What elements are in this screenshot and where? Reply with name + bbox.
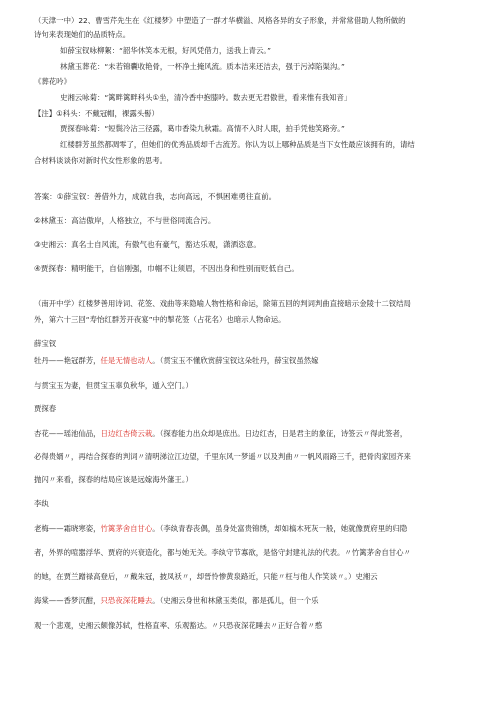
section-line: 必得贵婿〃，再结合探春的判词〃清明涕泣江边望，千里东风一梦遥〃以及判曲〃一帆风雨路三千，把骨肉家园齐来 bbox=[34, 452, 411, 461]
section-line: 者，外界的喧嚣浮华、贾府的兴衰造化，都与她无关。李纨守节寡欲，是恪守封建礼法的代表。〃竹篱茅舍自甘心〃 bbox=[34, 548, 411, 557]
poem-line: 贾探春咏菊：“短鬓冷沾三径露，葛巾香染九秋霜。高情不入时人眼，拍手凭他笑路旁。” bbox=[60, 124, 345, 133]
section-line: 观一个悲观，史湘云颇像苏轼，性格直率、乐观豁达。〃只恐夜深花睡去〃正好合着〃憨 bbox=[34, 621, 323, 630]
poem-line: 如薛宝钗咏柳絮：“韶华休笑本无根，好风凭借力，送我上青云。” bbox=[60, 46, 271, 55]
section-heading: 薛宝钗 bbox=[34, 339, 57, 348]
highlight-text: 竹篱茅舍自甘心 bbox=[100, 524, 153, 533]
highlight-text: 只恐夜深花睡去 bbox=[100, 596, 153, 605]
highlight-text: 任是无情也动人 bbox=[100, 356, 153, 365]
section-heading: 贾探春 bbox=[34, 404, 57, 413]
section-line: 海棠——香梦沉酣，只恐夜深花睡去。（史湘云身世和林黛玉类似，都是孤儿，但一个乐 bbox=[34, 596, 319, 605]
question-intro-cont: 诗句来表现她们的品质特点。 bbox=[34, 30, 131, 39]
section-heading: 李纨 bbox=[34, 499, 49, 508]
answer-line: 答案：①薛宝钗：善借外力，成就自我，志向高远，不惧困难勇往直前。 bbox=[34, 192, 277, 201]
section-line: 牡丹——艳冠群芳，任是无情也动人。（贯宝玉不懂欣赏薛宝钗这朵牡丹，薛宝钗虽然嫁 bbox=[34, 356, 319, 365]
task-text: 红楼群芳虽然都凋零了，但她们的优秀品质却千古流芳。你认为以上哪种品质是当下女性最应该拥有的，请结 bbox=[60, 140, 415, 149]
question-intro: （南开中学）红楼梦善用诗词、花签、戏曲等来隐喻人物性格和命运，除第五回的判词判曲直接暗示金陵十二钗结局 bbox=[34, 299, 411, 308]
section-line: 的她，在贾兰蹭禄高登后，〃戴朱冠，披凤袄〃，却晉怜惨黄泉路近，只能〃枉与他人作笑谈〃。）史湘云 bbox=[34, 572, 378, 581]
answer-line: ④贾探春：精明能干，自信刚强，巾帼不让须眉，不因出身和性别而贬低自己。 bbox=[34, 264, 299, 273]
poem-title: 《葬花吟》 bbox=[34, 77, 71, 86]
poem-note: 【注】①科头：不戴冠帽，裸露头髻） bbox=[34, 109, 159, 118]
task-text-cont: 合材料谈谈你对新时代女性形象的思考。 bbox=[34, 156, 168, 165]
section-line: 抛闪〃来看，探春的结局应该是远嫁海外藩王。） bbox=[34, 475, 193, 484]
section-line: 杏花——瑶池仙品，日边红杏倚云栽。（探春能力出众却是庶出。日边红杏，日是君主的象征，诗签云〃得此签者， bbox=[34, 429, 408, 438]
poem-line: 史湘云咏菊：“篱畔篱畔科头①坐，清冷香中抱膝吟。数去更无君傲世，看来惟有我知音」 bbox=[60, 93, 352, 102]
section-line: 与贯宝玉为妻，但贯宝玉辜负秋华，遁入空门。） bbox=[34, 381, 193, 390]
highlight-text: 日边红杏倚云栽 bbox=[100, 429, 153, 438]
question-intro: （天津一中）22、曹雪芹先生在《红楼梦》中塑造了一群才华横溢、风格各异的女子形象，并常常借助人物所做的 bbox=[34, 16, 406, 25]
poem-line: 林黛玉葬花：“未若锦囊收艳骨，一杯净土掩风流。质本洁来还洁去，强于污淖陷渠沟。” bbox=[60, 62, 345, 71]
answer-line: ③史湘云：真名士自风流，有傲气也有豪气，豁达乐观，潇洒恣意。 bbox=[34, 240, 262, 249]
section-line: 老梅——霜晓寒姿，竹篱茅舍自甘心。（李纨青春丧偶，虽身处富贵锦绣，却如槁木死灰一般，她就像贾府里的归隐 bbox=[34, 524, 408, 533]
answer-line: ②林黛玉：高洁傲岸，人格独立，不与世俗同流合污。 bbox=[34, 216, 216, 225]
question-intro-cont: 外，第六十三回“寿怡红群芳开夜宴”中的掣花签（占花名）也暗示人物命运。 bbox=[34, 315, 286, 324]
